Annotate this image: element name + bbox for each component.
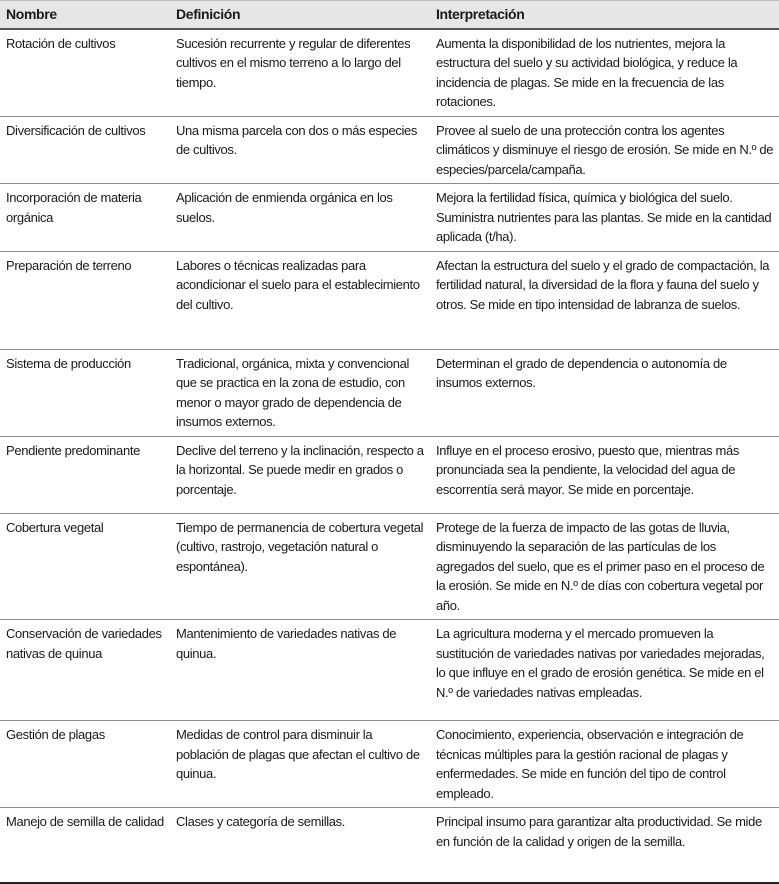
cell-nombre: Manejo de semilla de calidad <box>6 814 164 829</box>
table-row <box>0 808 779 883</box>
table-row <box>0 436 779 513</box>
cell-definicion: Sucesión recurrente y regular de diferentes cultivos en el mismo terreno a lo largo del tiempo. <box>176 35 411 90</box>
cell-interpretacion: La agricultura moderna y el mercado promueven la sustitución de variedades nativas por variedades mejoradas, lo que influye en el grado de erosión genética. Se mide en el N.º de variedades nativas empleadas. <box>436 626 765 700</box>
header-interpretacion: Interpretación <box>436 6 525 22</box>
table-header-row <box>0 1 779 29</box>
cell-definicion: Tiempo de permanencia de cobertura vegetal (cultivo, rastrojo, vegetación natural o espontánea). <box>176 519 424 574</box>
table-row <box>0 251 779 349</box>
cell-definicion: Labores o técnicas realizadas para acondicionar el suelo para el establecimiento del cultivo. <box>176 257 420 312</box>
cell-definicion: Declive del terreno y la inclinación, respecto a la horizontal. Se puede medir en grados o porcentaje. <box>176 442 424 497</box>
cell-interpretacion: Determinan el grado de dependencia o autonomía de insumos externos. <box>436 355 727 390</box>
table-row <box>0 349 779 436</box>
cell-definicion: Aplicación de enmienda orgánica en los suelos. <box>176 190 393 225</box>
cell-interpretacion: Provee al suelo de una protección contra los agentes climáticos y disminuye el riesgo de erosión. Se mide en N.º de especies/parcela/campaña. <box>436 122 774 177</box>
table-row <box>0 116 779 184</box>
cell-nombre: Preparación de terreno <box>6 257 132 273</box>
cell-nombre: Conservación de variedades nativas de quinua <box>6 626 162 661</box>
cell-nombre: Gestión de plagas <box>6 727 105 742</box>
cell-nombre: Pendiente predominante <box>6 442 140 458</box>
cell-interpretacion: Influye en el proceso erosivo, puesto que, mientras más pronunciada sea la pendiente, la velocidad del agua de escorrentía será mayor. Se mide en porcentaje. <box>436 442 740 497</box>
cell-definicion: Una misma parcela con dos o más especies de cultivos. <box>176 122 418 157</box>
cell-definicion: Clases y categoría de semillas. <box>176 814 346 829</box>
cell-interpretacion: Afectan la estructura del suelo y el grado de compactación, la fertilidad natural, la diversidad de la flora y fauna del suelo y otros. Se mide en tipo intensidad de labranza de suelos. <box>436 257 770 312</box>
cell-interpretacion: Conocimiento, experiencia, observación e integración de técnicas múltiples para la gestión racional de plagas y enfermedades. Se mide en función del tipo de control empleado. <box>436 727 744 801</box>
header-definicion: Definición <box>176 6 241 22</box>
table-row <box>0 184 779 252</box>
header-nombre: Nombre <box>6 6 57 22</box>
cell-nombre: Rotación de cultivos <box>6 35 116 51</box>
cell-definicion: Tradicional, orgánica, mixta y convencional que se practica en la zona de estudio, con menor o mayor grado de dependencia de insumos externos. <box>176 355 410 429</box>
cell-definicion: Medidas de control para disminuir la población de plagas que afectan el cultivo de quinua. <box>176 727 420 781</box>
cell-nombre: Diversificación de cultivos <box>6 122 146 138</box>
table-row <box>0 620 779 721</box>
table-row <box>0 29 779 117</box>
cell-nombre: Incorporación de materia orgánica <box>6 190 142 225</box>
cell-interpretacion: Principal insumo para garantizar alta productividad. Se mide en función de la calidad y origen de la semilla. <box>436 814 762 849</box>
cell-nombre: Cobertura vegetal <box>6 519 104 535</box>
table-row <box>0 513 779 620</box>
cell-interpretacion: Mejora la fertilidad física, química y biológica del suelo. Suministra nutrientes para las plantas. Se mide en la cantidad aplicada (t/ha). <box>436 190 772 244</box>
cell-interpretacion: Aumenta la disponibilidad de los nutrientes, mejora la estructura del suelo y su actividad biológica, y reduce la incidencia de plagas. Se mide en la frecuencia de las rotaciones. <box>436 35 738 109</box>
cell-definicion: Mantenimiento de variedades nativas de quinua. <box>176 626 397 661</box>
table-row <box>0 721 779 808</box>
cell-nombre: Sistema de producción <box>6 355 131 371</box>
cell-interpretacion: Protege de la fuerza de impacto de las gotas de lluvia, disminuyendo la separación de las partículas de los agregados del suelo, que es el primer paso en el proceso de la erosión. Se mide en N.º de días con cobertura vegetal por año. <box>436 519 765 613</box>
